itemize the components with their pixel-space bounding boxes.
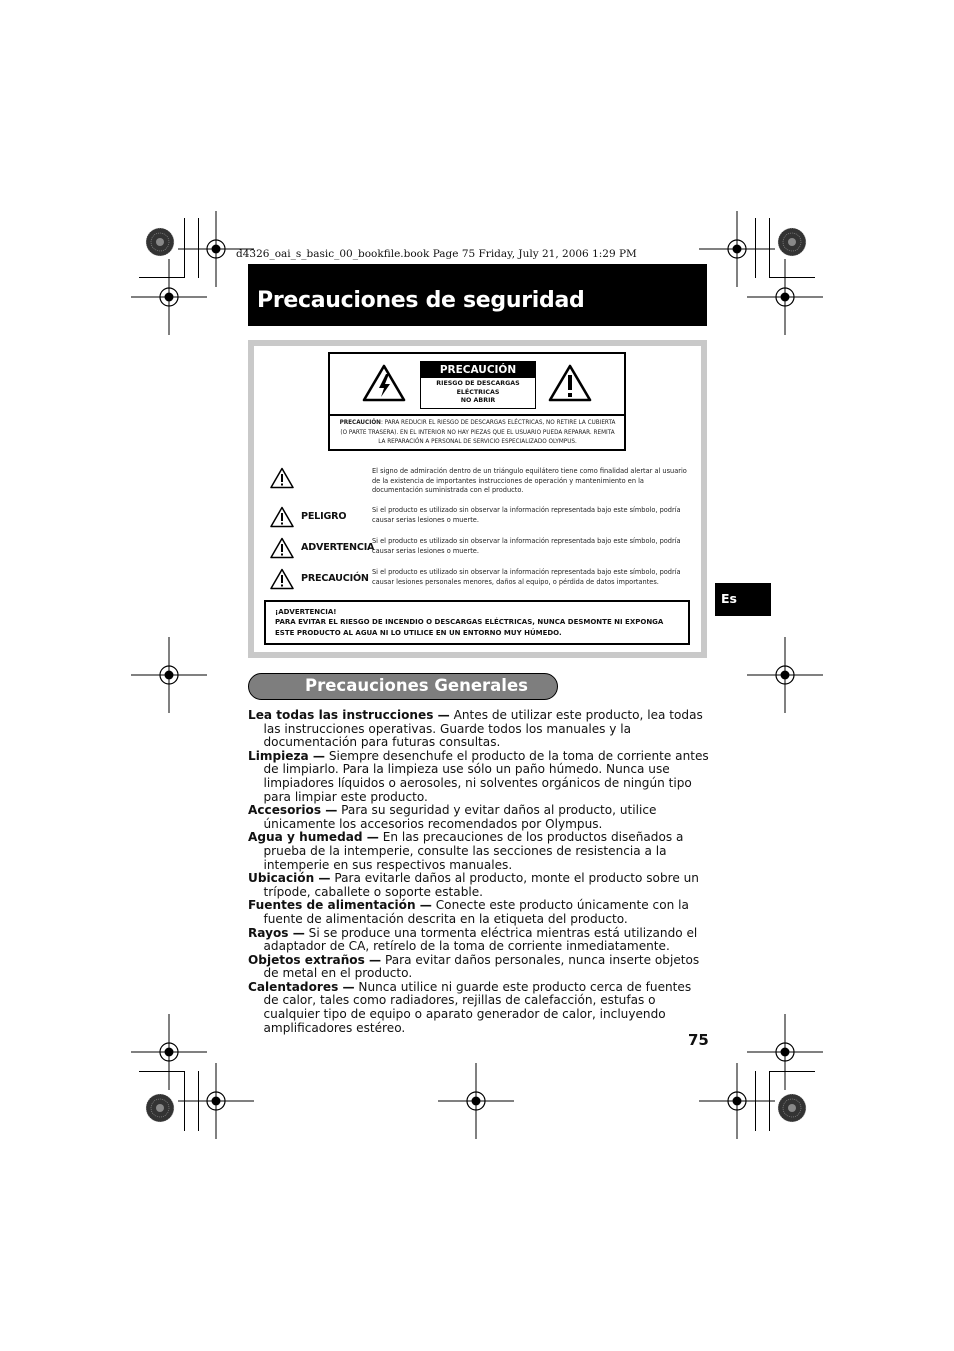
item-term: Limpieza — — [248, 748, 325, 763]
item-term: Calentadores — — [248, 979, 355, 994]
registration-mark-icon — [747, 259, 823, 335]
warning-heading: ¡ADVERTENCIA! — [275, 608, 337, 616]
list-item — [248, 981, 710, 1035]
symbol-description: Si el producto es utilizado sin observar la información representada bajo este símbolo, podría causar serias lesiones o muerte. — [372, 506, 681, 524]
item-text: Siempre desenchufe el producto de la toma de corriente antes de limpiarlo. Para la limpieza use sólo un paño húmedo. Nunca use limpiadores líquidos o aerosoles, ni solventes orgánicos de ningún tipo para limpiar este producto. — [263, 748, 709, 804]
print-header: d4326_oai_s_basic_00_bookfile.book Page 75 Friday, July 21, 2006 1:29 PM — [236, 248, 637, 260]
symbol-label: PELIGRO — [301, 511, 347, 522]
registration-mark-icon — [699, 1063, 775, 1139]
item-term: Objetos extraños — — [248, 952, 382, 967]
list-item — [248, 709, 710, 750]
starburst-target-icon — [777, 227, 807, 257]
list-item — [248, 899, 710, 926]
list-item — [248, 927, 710, 954]
symbol-description: Si el producto es utilizado sin observar la información representada bajo este símbolo, podría causar lesiones personales menores, daños al equipo, o pérdida de datos importantes. — [372, 568, 681, 586]
item-term: Rayos — — [248, 925, 305, 940]
section-heading — [248, 673, 558, 700]
item-term: Accesorios — — [248, 803, 338, 818]
item-text: Conecte este producto únicamente con la fuente de alimentación descrita en la etiqueta del producto. — [263, 898, 689, 926]
item-text: Nunca utilice ni guarde este producto cerca de fuentes de calor, tales como radiadores, rejillas de calefacción, estufas o cualquier tipo de equipo o aparato generador de calor, incluyendo amplificadores estéreo. — [263, 979, 692, 1035]
item-term: Ubicación — — [248, 871, 331, 886]
registration-mark-icon — [438, 1063, 514, 1139]
symbol-description: El signo de admiración dentro de un triángulo equilátero tiene como finalidad alertar al usuario de la existencia de importantes instrucciones de operación y mantenimiento en la documentación suministrada con el producto. — [372, 467, 687, 495]
caution-note — [337, 419, 618, 448]
list-item — [248, 831, 710, 872]
page-number: 75 — [688, 1031, 709, 1049]
item-text: Para evitarle daños al producto, monte el producto sobre un trípode, caballete o soporte estable. — [263, 871, 699, 899]
caution-label — [328, 352, 626, 451]
starburst-target-icon — [777, 1093, 807, 1123]
item-term: Agua y humedad — — [248, 830, 379, 845]
item-text: Antes de utilizar este producto, lea todas las instrucciones operativas. Guarde todos los manuales y la documentación para futuras consultas. — [263, 708, 703, 750]
exclamation-warning-icon — [270, 537, 294, 559]
list-item — [248, 872, 710, 899]
general-precautions-list — [248, 709, 710, 1035]
caution-note-lead: PRECAUCIÓN — [339, 420, 381, 426]
symbol-label: PRECAUCIÓN — [301, 573, 369, 584]
symbol-description: Si el producto es utilizado sin observar la información representada bajo este símbolo, podría causar serias lesiones o muerte. — [372, 537, 681, 555]
warning-box — [264, 600, 690, 645]
title-bar — [248, 264, 707, 326]
item-text: Para evitar daños personales, nunca inserte objetos de metal en el producto. — [263, 952, 700, 981]
section-title: Precauciones Generales — [305, 676, 528, 695]
item-term: Lea todas las instrucciones — — [248, 708, 450, 722]
exclamation-warning-icon — [270, 467, 294, 489]
registration-mark-icon — [178, 1063, 254, 1139]
exclamation-warning-icon — [270, 568, 294, 590]
symbol-label: ADVERTENCIA — [301, 542, 375, 553]
item-text: Para su seguridad y evitar daños al producto, utilice únicamente los accesorios recomendados por Olympus. — [263, 803, 657, 831]
item-term: Fuentes de alimentación — — [248, 898, 432, 913]
exclamation-warning-icon — [270, 506, 294, 528]
list-item — [248, 954, 710, 981]
caution-header: PRECAUCIÓN — [421, 362, 535, 378]
caution-line: ELÉCTRICAS — [456, 388, 500, 396]
electric-shock-warning-icon — [362, 364, 406, 402]
item-text: En las precauciones de los productos diseñados a prueba de la intemperie, consulte las secciones de resistencia a la intemperie en sus respectivos manuales. — [263, 830, 684, 872]
starburst-target-icon — [145, 1093, 175, 1123]
caution-inner-label — [420, 361, 536, 409]
registration-mark-icon — [131, 259, 207, 335]
warning-text: PARA EVITAR EL RIESGO DE INCENDIO O DESCARGAS ELÉCTRICAS, NUNCA DESMONTE NI EXPONGA ESTE PRODUCTO AL AGUA NI LO UTILICE EN UN ENTORNO MUY HÚMEDO. — [275, 618, 664, 637]
starburst-target-icon — [145, 227, 175, 257]
language-tab — [715, 583, 771, 616]
item-text: Si se produce una tormenta eléctrica mientras está utilizando el adaptador de CA, retírelo de la toma de corriente inmediatamente. — [263, 925, 698, 954]
divider — [330, 414, 624, 416]
caution-inner-text — [421, 380, 535, 406]
page-title: Precauciones de seguridad — [257, 288, 585, 313]
registration-mark-icon — [747, 637, 823, 713]
language-tab-label: Es — [721, 591, 737, 606]
caution-note-text: : PARA REDUCIR EL RIESGO DE DESCARGAS ELÉCTRICAS, NO RETIRE LA CUBIERTA (O PARTE TRASERA). EN EL INTERIOR NO HAY PIEZAS QUE EL USUARIO PUEDA REPARAR. REMITA LA REPARACIÓN A PERSONAL DE SERVICIO ESPECIALIZADO OLYMPUS. — [340, 420, 616, 446]
caution-line: RIESGO DE DESCARGAS — [436, 380, 520, 387]
list-item — [248, 804, 710, 831]
caution-line: NO ABRIR — [460, 397, 496, 404]
list-item — [248, 750, 710, 804]
exclamation-warning-icon — [548, 364, 592, 402]
registration-mark-icon — [131, 637, 207, 713]
